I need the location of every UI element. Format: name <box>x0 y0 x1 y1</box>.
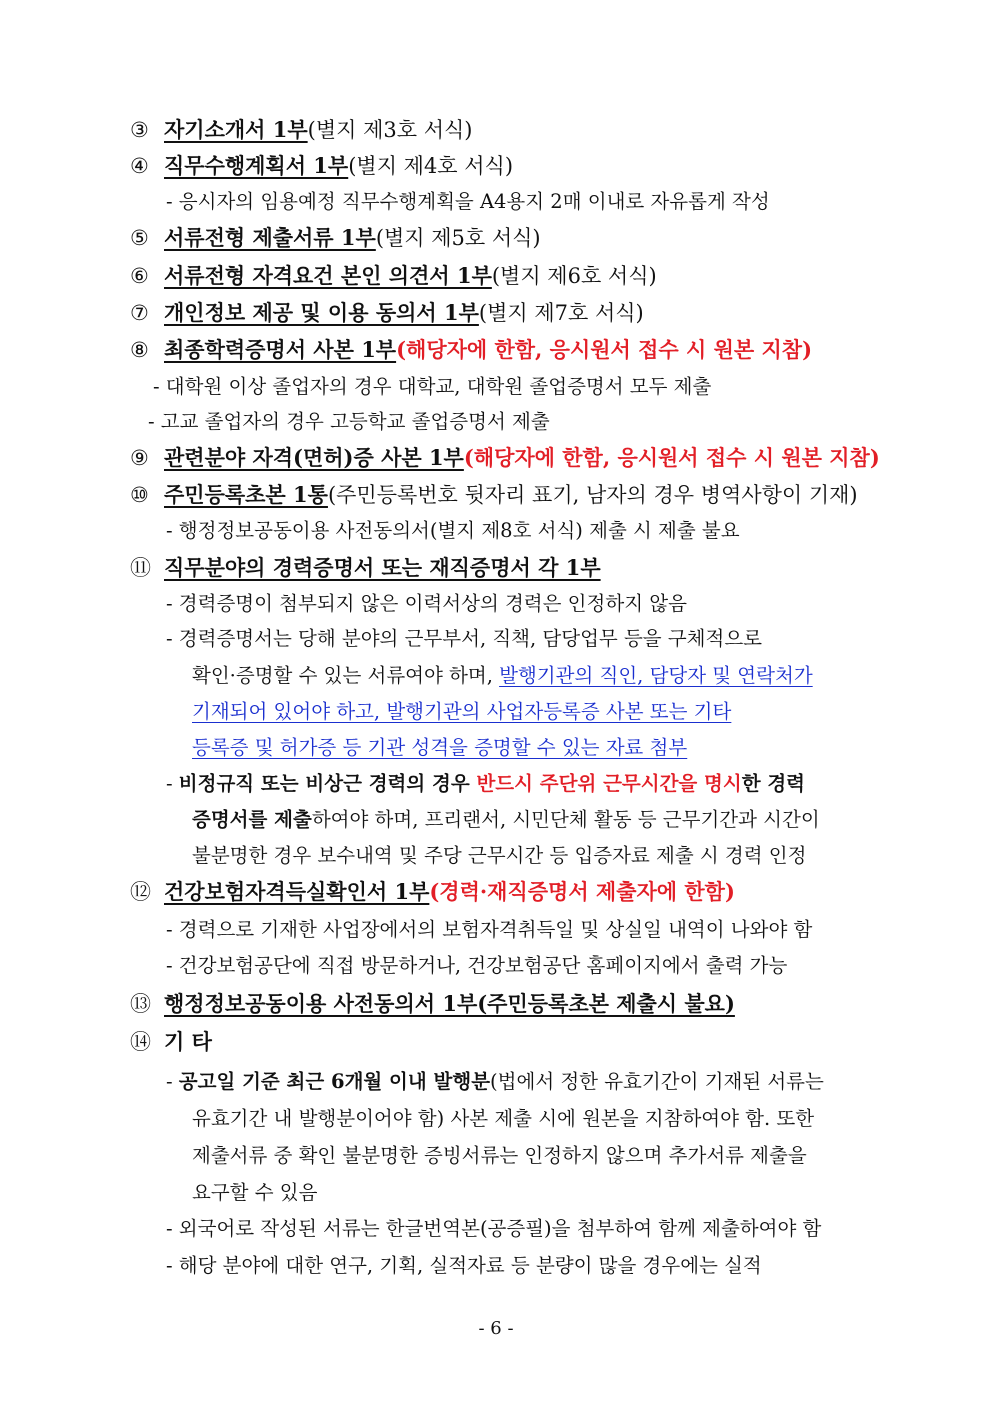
item-title: 주민등록초본 1통 <box>164 482 328 507</box>
item-title: 건강보험자격득실확인서 1부 <box>164 879 430 904</box>
item-number: ⑦ <box>130 301 149 325</box>
item-14-sub-2: - 외국어로 작성된 서류는 한글번역본(공증필)을 첨부하여 함께 제출하여야 함 <box>166 1217 822 1240</box>
item-14-sub-1-line-1 <box>166 1064 992 1100</box>
item-8 <box>0 332 992 368</box>
item-number: ⑫ <box>130 880 151 904</box>
blue-emphasis: 등록증 및 허가증 등 기관 성격을 증명할 수 있는 자료 첨부 <box>192 736 688 759</box>
item-9 <box>0 440 992 476</box>
item-note-red: (경력·재직증명서 제출자에 한함) <box>429 879 735 904</box>
item-14-sub-3: - 해당 분야에 대한 연구, 기획, 실적자료 등 분량이 많을 경우에는 실적 <box>166 1254 762 1277</box>
item-12-sub-2: - 건강보험공단에 직접 방문하거나, 건강보험공단 홈페이지에서 출력 가능 <box>166 954 788 977</box>
item-title: 직무분야의 경력증명서 또는 재직증명서 각 1부 <box>164 555 601 580</box>
item-note: (별지 제4호 서식) <box>348 154 514 178</box>
item-title: 서류전형 제출서류 1부 <box>164 225 376 250</box>
page-number: - 6 - <box>478 1318 514 1339</box>
item-6 <box>0 258 992 294</box>
item-number: ⑬ <box>130 992 151 1016</box>
item-note: (별지 제7호 서식) <box>478 301 644 325</box>
item-14 <box>0 1024 992 1060</box>
bold-text: 공고일 기준 최근 6개월 이내 발행분 <box>178 1070 491 1093</box>
item-13 <box>0 986 992 1022</box>
item-11-sub-2-line-1: - 경력증명서는 당해 분야의 근무부서, 직책, 담당업무 등을 구체적으로 <box>166 627 763 650</box>
item-note: (별지 제5호 서식) <box>375 226 541 250</box>
item-8-sub-2: - 고교 졸업자의 경우 고등학교 졸업증명서 제출 <box>148 410 550 433</box>
item-14-sub-1-line-2: 유효기간 내 발행분이어야 함) 사본 제출 시에 원본을 지참하여야 함. 또한 <box>192 1107 815 1130</box>
bold-text: 증명서를 제출 <box>192 808 312 831</box>
item-11-sub-1: - 경력증명이 첨부되지 않은 이력서상의 경력은 인정하지 않음 <box>166 592 687 615</box>
item-11-sub-2-line-3 <box>192 694 992 730</box>
item-11-sub-3-line-2 <box>192 802 992 838</box>
dash: - <box>166 772 179 795</box>
blue-emphasis: 발행기관의 직인, 담당자 및 연락처가 <box>499 664 813 687</box>
item-note-red: (해당자에 한함, 응시원서 접수 시 원본 지참) <box>396 337 813 362</box>
item-title: 행정정보공동이용 사전동의서 1부(주민등록초본 제출시 불요) <box>164 991 735 1016</box>
item-number: ⑤ <box>130 226 149 250</box>
item-14-sub-1-line-3: 제출서류 중 확인 불분명한 증빙서류는 인정하지 않으며 추가서류 제출을 <box>192 1144 807 1167</box>
item-note: (주민등록번호 뒷자리 표기, 남자의 경우 병역사항이 기재) <box>327 483 858 507</box>
item-note: (별지 제6호 서식) <box>491 264 657 288</box>
item-number: ④ <box>130 154 149 178</box>
item-10 <box>0 477 992 513</box>
item-note: (별지 제3호 서식) <box>307 118 473 142</box>
item-11 <box>0 550 992 586</box>
red-emphasis: 반드시 주단위 근무시간을 명시 <box>476 772 742 795</box>
item-5 <box>0 220 992 256</box>
item-8-sub-1: - 대학원 이상 졸업자의 경우 대학교, 대학원 졸업증명서 모두 제출 <box>153 375 712 398</box>
item-12 <box>0 874 992 910</box>
item-number: ⑭ <box>130 1030 151 1054</box>
bold-text: 한 경력 <box>741 772 806 795</box>
item-title: 최종학력증명서 사본 1부 <box>164 337 397 362</box>
item-title: 기 타 <box>164 1029 212 1054</box>
item-number: ③ <box>130 118 149 142</box>
bold-text: 비정규직 또는 비상근 경력의 경우 <box>178 772 477 795</box>
item-7 <box>0 295 992 331</box>
item-11-sub-3-line-3: 불분명한 경우 보수내역 및 주당 근무시간 등 입증자료 제출 시 경력 인정 <box>192 844 807 867</box>
item-14-sub-1-line-4: 요구할 수 있음 <box>192 1181 318 1204</box>
item-number: ⑥ <box>130 264 149 288</box>
item-title: 자기소개서 1부 <box>164 117 308 142</box>
item-10-sub: - 행정정보공동이용 사전동의서(별지 제8호 서식) 제출 시 제출 불요 <box>166 519 740 542</box>
blue-emphasis: 기재되어 있어야 하고, 발행기관의 사업자등록증 사본 또는 기타 <box>192 700 732 723</box>
item-title: 서류전형 자격요건 본인 의견서 1부 <box>164 263 492 288</box>
item-3 <box>0 112 992 148</box>
item-number: ⑪ <box>130 556 151 580</box>
plain-text: (법에서 정한 유효기간이 기재된 서류는 <box>490 1070 824 1093</box>
item-number: ⑩ <box>130 483 149 507</box>
plain-text: 확인·증명할 수 있는 서류여야 하며, <box>192 664 500 687</box>
item-11-sub-2-line-2 <box>192 658 992 694</box>
item-4 <box>0 148 992 184</box>
item-12-sub-1: - 경력으로 기재한 사업장에서의 보험자격취득일 및 상실일 내역이 나와야 함 <box>166 918 813 941</box>
item-note-red: (해당자에 한함, 응시원서 접수 시 원본 지참) <box>463 445 880 470</box>
item-title: 관련분야 자격(면허)증 사본 1부 <box>164 445 464 470</box>
plain-text: 하여야 하며, 프리랜서, 시민단체 활동 등 근무기간과 시간이 <box>311 808 820 831</box>
item-11-sub-3-line-1 <box>166 766 992 802</box>
item-number: ⑨ <box>130 446 149 470</box>
item-title: 직무수행계획서 1부 <box>164 153 349 178</box>
item-11-sub-2-line-4 <box>192 730 992 766</box>
item-4-sub: - 응시자의 임용예정 직무수행계획을 A4용지 2매 이내로 자유롭게 작성 <box>166 190 770 213</box>
item-title: 개인정보 제공 및 이용 동의서 1부 <box>164 300 479 325</box>
item-number: ⑧ <box>130 338 149 362</box>
dash: - <box>166 1070 179 1093</box>
